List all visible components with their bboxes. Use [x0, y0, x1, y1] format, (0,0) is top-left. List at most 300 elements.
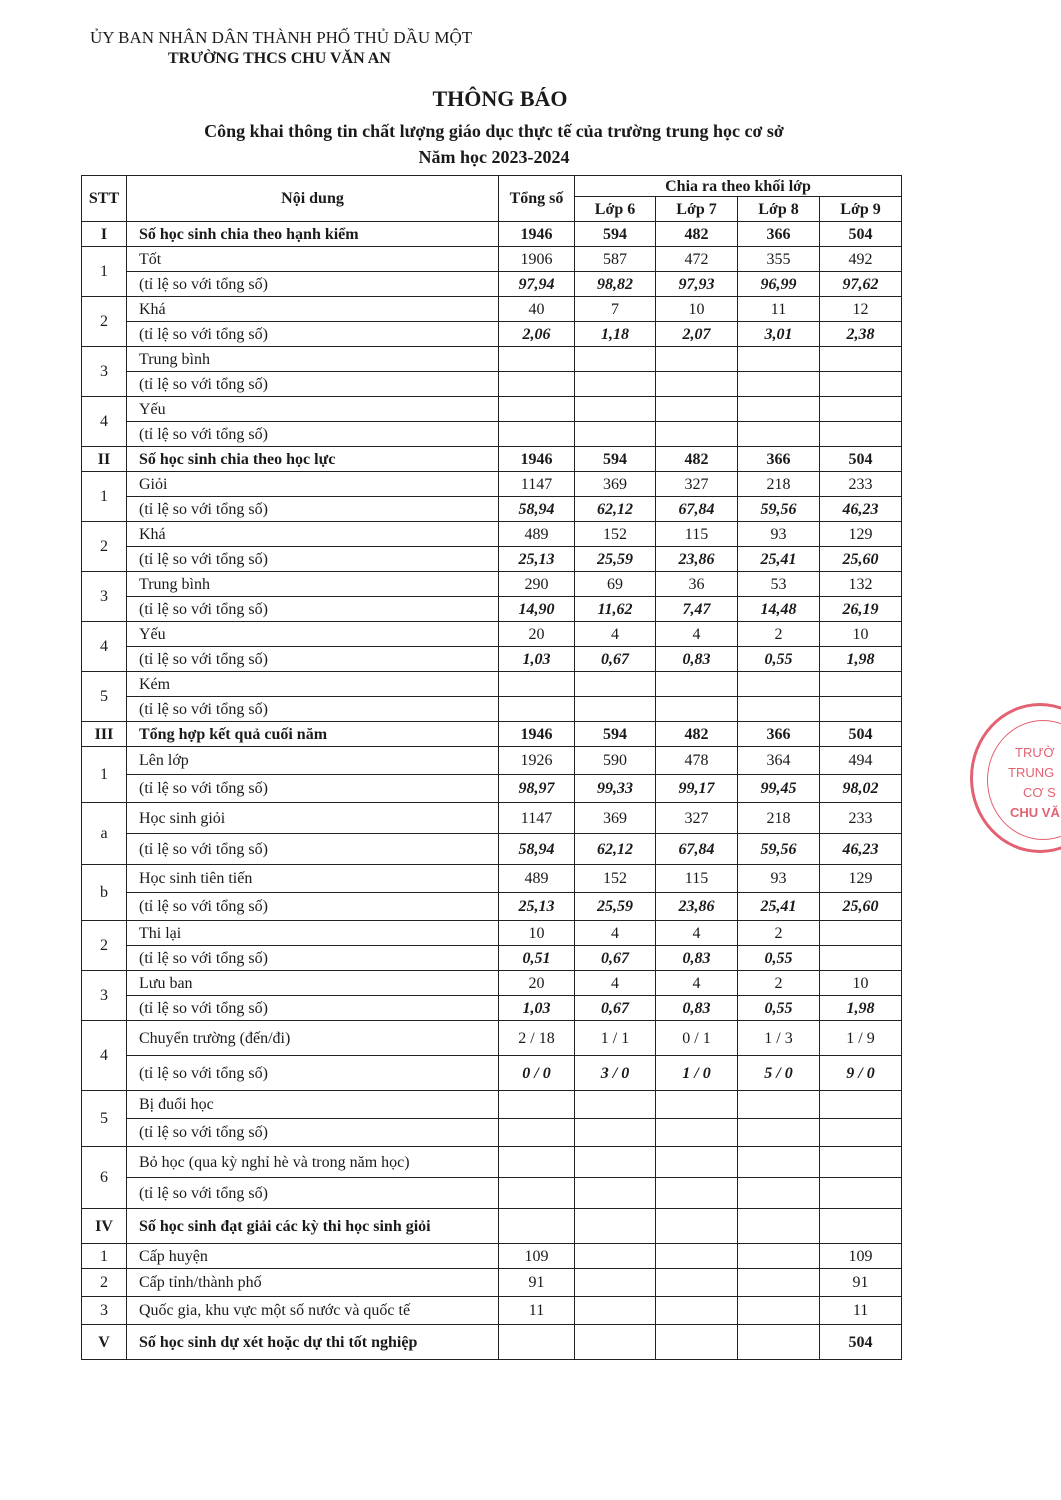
row-stt: 3 — [82, 347, 127, 397]
table-row — [82, 1147, 902, 1178]
table-row — [82, 1021, 902, 1056]
ratio-label: (tỉ lệ so với tổng số) — [127, 834, 499, 865]
ratio-cell: 97,94 — [499, 272, 575, 297]
value-cell: 2 — [738, 971, 820, 996]
value-cell — [575, 1091, 656, 1119]
value-cell: 482 — [656, 722, 738, 747]
seal-text: CƠ S — [1023, 785, 1056, 800]
ratio-cell: 1,03 — [499, 647, 575, 672]
ratio-cell: 97,62 — [820, 272, 902, 297]
value-cell: 10 — [499, 921, 575, 946]
ratio-cell: 1,18 — [575, 322, 656, 347]
value-cell: 369 — [575, 472, 656, 497]
ratio-cell: 25,59 — [575, 547, 656, 572]
ratio-cell: 9 / 0 — [820, 1056, 902, 1091]
table-row — [82, 622, 902, 647]
seal-text: CHU VĂ — [1010, 805, 1060, 820]
value-cell: 20 — [499, 622, 575, 647]
value-cell: 36 — [656, 572, 738, 597]
row-label: Số học sinh dự xét hoặc dự thi tốt nghiệp — [127, 1325, 499, 1360]
header-grade-group: Chia ra theo khối lớp — [575, 176, 902, 197]
value-cell: 129 — [820, 865, 902, 893]
value-cell — [656, 1325, 738, 1360]
value-cell: 218 — [738, 472, 820, 497]
value-cell — [499, 1325, 575, 1360]
value-cell: 494 — [820, 747, 902, 775]
ratio-cell: 5 / 0 — [738, 1056, 820, 1091]
value-cell — [575, 672, 656, 697]
value-cell: 11 — [820, 1297, 902, 1325]
row-stt: 1 — [82, 247, 127, 297]
header-total: Tổng số — [499, 176, 575, 222]
ratio-row — [82, 1119, 902, 1147]
ratio-cell: 99,33 — [575, 775, 656, 803]
value-cell: 152 — [575, 522, 656, 547]
school-name: TRƯỜNG THCS CHU VĂN AN — [168, 50, 391, 67]
value-cell: 590 — [575, 747, 656, 775]
row-label: Số học sinh chia theo hạnh kiểm — [127, 222, 499, 247]
value-cell: 492 — [820, 247, 902, 272]
row-stt: 4 — [82, 1021, 127, 1091]
ratio-label: (tỉ lệ so với tổng số) — [127, 647, 499, 672]
row-stt: a — [82, 803, 127, 865]
section-row — [82, 1325, 902, 1360]
value-cell — [575, 1269, 656, 1297]
ratio-cell: 59,56 — [738, 497, 820, 522]
value-cell — [820, 921, 902, 946]
document-title: THÔNG BÁO — [432, 86, 568, 111]
ratio-cell — [820, 422, 902, 447]
value-cell: 366 — [738, 222, 820, 247]
ratio-cell: 3,01 — [738, 322, 820, 347]
value-cell: 327 — [656, 472, 738, 497]
row-label: Yếu — [127, 397, 499, 422]
school-year: Năm học 2023-2024 — [418, 147, 570, 167]
row-stt: II — [82, 447, 127, 472]
row-label: Tốt — [127, 247, 499, 272]
table-body — [82, 222, 902, 1360]
ratio-label: (tỉ lệ so với tổng số) — [127, 322, 499, 347]
ratio-cell: 2,07 — [656, 322, 738, 347]
row-label: Khá — [127, 522, 499, 547]
ratio-row — [82, 1178, 902, 1209]
value-cell: 109 — [499, 1244, 575, 1269]
value-cell: 69 — [575, 572, 656, 597]
section-row — [82, 222, 902, 247]
ratio-cell: 23,86 — [656, 893, 738, 921]
value-cell — [575, 1297, 656, 1325]
value-cell — [499, 1209, 575, 1244]
row-stt: 3 — [82, 572, 127, 622]
row-label: Bị đuổi học — [127, 1091, 499, 1119]
row-stt: 1 — [82, 472, 127, 522]
row-stt: 5 — [82, 672, 127, 722]
table-row — [82, 1269, 902, 1297]
value-cell — [656, 1297, 738, 1325]
ratio-row — [82, 597, 902, 622]
ratio-cell: 0,83 — [656, 647, 738, 672]
value-cell: 7 — [575, 297, 656, 322]
value-cell: 10 — [656, 297, 738, 322]
value-cell: 10 — [820, 622, 902, 647]
ratio-cell: 46,23 — [820, 497, 902, 522]
row-label: Quốc gia, khu vực một số nước và quốc tế — [127, 1297, 499, 1325]
row-label: Yếu — [127, 622, 499, 647]
ratio-cell — [656, 697, 738, 722]
value-cell — [575, 347, 656, 372]
value-cell — [738, 1269, 820, 1297]
ratio-cell — [820, 946, 902, 971]
ratio-row — [82, 834, 902, 865]
ratio-cell: 0,67 — [575, 647, 656, 672]
value-cell — [738, 672, 820, 697]
ratio-cell: 3 / 0 — [575, 1056, 656, 1091]
header-stt: STT — [82, 176, 127, 222]
ratio-row — [82, 372, 902, 397]
ratio-cell: 0,83 — [656, 946, 738, 971]
ratio-cell — [499, 422, 575, 447]
value-cell: 594 — [575, 222, 656, 247]
value-cell — [656, 347, 738, 372]
table-row — [82, 472, 902, 497]
row-label: Học sinh tiên tiến — [127, 865, 499, 893]
ratio-cell: 2,38 — [820, 322, 902, 347]
ratio-cell: 25,13 — [499, 547, 575, 572]
ratio-row — [82, 697, 902, 722]
ratio-cell: 23,86 — [656, 547, 738, 572]
value-cell: 1147 — [499, 472, 575, 497]
ratio-cell: 1 / 0 — [656, 1056, 738, 1091]
ratio-cell: 7,47 — [656, 597, 738, 622]
header-grade-7: Lớp 7 — [656, 197, 738, 222]
value-cell — [656, 1269, 738, 1297]
value-cell: 482 — [656, 222, 738, 247]
value-cell: 478 — [656, 747, 738, 775]
ratio-cell: 0,55 — [738, 647, 820, 672]
value-cell: 40 — [499, 297, 575, 322]
ratio-cell: 67,84 — [656, 834, 738, 865]
value-cell: 504 — [820, 722, 902, 747]
ratio-cell: 98,82 — [575, 272, 656, 297]
table-row — [82, 971, 902, 996]
ratio-row — [82, 547, 902, 572]
value-cell — [738, 1209, 820, 1244]
ratio-cell: 97,93 — [656, 272, 738, 297]
value-cell: 1 / 3 — [738, 1021, 820, 1056]
value-cell — [575, 1244, 656, 1269]
value-cell — [499, 347, 575, 372]
ratio-row — [82, 272, 902, 297]
value-cell: 489 — [499, 865, 575, 893]
value-cell — [738, 1147, 820, 1178]
row-label: Bỏ học (qua kỳ nghỉ hè và trong năm học) — [127, 1147, 499, 1178]
value-cell — [575, 1209, 656, 1244]
value-cell: 4 — [656, 921, 738, 946]
ratio-label: (tỉ lệ so với tổng số) — [127, 422, 499, 447]
value-cell: 93 — [738, 522, 820, 547]
value-cell — [656, 1209, 738, 1244]
ratio-cell — [820, 697, 902, 722]
value-cell: 2 — [738, 921, 820, 946]
value-cell: 587 — [575, 247, 656, 272]
value-cell: 91 — [820, 1269, 902, 1297]
value-cell: 129 — [820, 522, 902, 547]
value-cell: 0 / 1 — [656, 1021, 738, 1056]
value-cell: 11 — [738, 297, 820, 322]
value-cell: 1147 — [499, 803, 575, 834]
value-cell: 4 — [575, 971, 656, 996]
ratio-label: (tỉ lệ so với tổng số) — [127, 372, 499, 397]
ratio-cell: 0,67 — [575, 946, 656, 971]
ratio-cell — [738, 697, 820, 722]
ratio-cell: 2,06 — [499, 322, 575, 347]
ratio-cell: 99,45 — [738, 775, 820, 803]
row-stt: 3 — [82, 971, 127, 1021]
ratio-row — [82, 322, 902, 347]
table-row — [82, 297, 902, 322]
ratio-cell — [499, 1119, 575, 1147]
seal-text: TRƯỜ — [1015, 745, 1055, 760]
value-cell — [575, 397, 656, 422]
value-cell: 2 — [738, 622, 820, 647]
ratio-cell — [656, 1119, 738, 1147]
row-stt: 2 — [82, 921, 127, 971]
row-stt: V — [82, 1325, 127, 1360]
value-cell: 4 — [575, 622, 656, 647]
value-cell — [499, 672, 575, 697]
ratio-label: (tỉ lệ so với tổng số) — [127, 597, 499, 622]
table-row — [82, 672, 902, 697]
value-cell: 2 / 18 — [499, 1021, 575, 1056]
row-label: Học sinh giỏi — [127, 803, 499, 834]
ratio-cell: 46,23 — [820, 834, 902, 865]
value-cell — [820, 1147, 902, 1178]
value-cell: 366 — [738, 447, 820, 472]
table-header-row — [82, 176, 902, 197]
table-row — [82, 1244, 902, 1269]
ratio-cell: 99,17 — [656, 775, 738, 803]
value-cell — [738, 347, 820, 372]
ratio-cell: 14,90 — [499, 597, 575, 622]
table-row — [82, 397, 902, 422]
value-cell: 327 — [656, 803, 738, 834]
ratio-cell: 62,12 — [575, 834, 656, 865]
value-cell — [656, 397, 738, 422]
value-cell: 504 — [820, 447, 902, 472]
table-row — [82, 1297, 902, 1325]
ratio-label: (tỉ lệ so với tổng số) — [127, 497, 499, 522]
ratio-cell: 14,48 — [738, 597, 820, 622]
ratio-row — [82, 647, 902, 672]
ratio-cell — [499, 697, 575, 722]
row-stt: 2 — [82, 522, 127, 572]
value-cell: 504 — [820, 222, 902, 247]
value-cell: 594 — [575, 722, 656, 747]
value-cell — [820, 672, 902, 697]
value-cell: 594 — [575, 447, 656, 472]
ratio-cell: 26,19 — [820, 597, 902, 622]
table-row — [82, 247, 902, 272]
ratio-label: (tỉ lệ so với tổng số) — [127, 1119, 499, 1147]
ratio-label: (tỉ lệ so với tổng số) — [127, 893, 499, 921]
value-cell: 1946 — [499, 722, 575, 747]
value-cell: 233 — [820, 472, 902, 497]
ratio-cell: 98,02 — [820, 775, 902, 803]
quality-report-table — [81, 175, 902, 1360]
value-cell: 1 / 9 — [820, 1021, 902, 1056]
value-cell: 93 — [738, 865, 820, 893]
value-cell — [656, 1147, 738, 1178]
ratio-cell — [656, 1178, 738, 1209]
value-cell — [738, 1325, 820, 1360]
value-cell: 20 — [499, 971, 575, 996]
value-cell: 11 — [499, 1297, 575, 1325]
value-cell: 4 — [575, 921, 656, 946]
value-cell: 1926 — [499, 747, 575, 775]
row-stt: 5 — [82, 1091, 127, 1147]
table-row — [82, 865, 902, 893]
value-cell: 364 — [738, 747, 820, 775]
ratio-cell: 0 / 0 — [499, 1056, 575, 1091]
ratio-cell — [656, 422, 738, 447]
row-label: Trung bình — [127, 347, 499, 372]
header-content: Nội dung — [127, 176, 499, 222]
row-label: Kém — [127, 672, 499, 697]
value-cell: 4 — [656, 971, 738, 996]
value-cell: 1946 — [499, 222, 575, 247]
ratio-cell — [738, 1119, 820, 1147]
ratio-label: (tỉ lệ so với tổng số) — [127, 946, 499, 971]
value-cell — [499, 1147, 575, 1178]
ratio-row — [82, 996, 902, 1021]
value-cell — [656, 1091, 738, 1119]
row-label: Giỏi — [127, 472, 499, 497]
table-row — [82, 921, 902, 946]
row-stt: III — [82, 722, 127, 747]
ratio-row — [82, 497, 902, 522]
value-cell: 218 — [738, 803, 820, 834]
value-cell: 355 — [738, 247, 820, 272]
ratio-cell: 1,98 — [820, 996, 902, 1021]
row-stt: 4 — [82, 397, 127, 447]
value-cell — [738, 1297, 820, 1325]
ratio-label: (tỉ lệ so với tổng số) — [127, 775, 499, 803]
value-cell: 132 — [820, 572, 902, 597]
ratio-label: (tỉ lệ so với tổng số) — [127, 272, 499, 297]
ratio-cell: 25,60 — [820, 893, 902, 921]
ratio-row — [82, 946, 902, 971]
value-cell: 115 — [656, 865, 738, 893]
value-cell: 12 — [820, 297, 902, 322]
value-cell: 290 — [499, 572, 575, 597]
row-stt: 2 — [82, 1269, 127, 1297]
row-stt: 4 — [82, 622, 127, 672]
ratio-cell — [820, 1178, 902, 1209]
ratio-cell: 98,97 — [499, 775, 575, 803]
row-stt: 1 — [82, 747, 127, 803]
table-row — [82, 522, 902, 547]
table-row — [82, 803, 902, 834]
value-cell — [820, 1091, 902, 1119]
value-cell: 366 — [738, 722, 820, 747]
ratio-cell: 1,98 — [820, 647, 902, 672]
value-cell — [820, 397, 902, 422]
table-row — [82, 1091, 902, 1119]
ratio-cell — [738, 1178, 820, 1209]
value-cell — [575, 1147, 656, 1178]
value-cell: 1 / 1 — [575, 1021, 656, 1056]
ratio-cell: 25,59 — [575, 893, 656, 921]
ratio-cell — [575, 372, 656, 397]
ratio-cell: 0,83 — [656, 996, 738, 1021]
value-cell: 369 — [575, 803, 656, 834]
ratio-row — [82, 775, 902, 803]
value-cell: 482 — [656, 447, 738, 472]
section-row — [82, 1209, 902, 1244]
row-label: Cấp tỉnh/thành phố — [127, 1269, 499, 1297]
ratio-cell: 0,51 — [499, 946, 575, 971]
ratio-cell: 62,12 — [575, 497, 656, 522]
value-cell — [738, 397, 820, 422]
ratio-cell: 25,13 — [499, 893, 575, 921]
document-subtitle: Công khai thông tin chất lượng giáo dục thực tế của trường trung học cơ sở — [204, 121, 784, 141]
value-cell: 53 — [738, 572, 820, 597]
value-cell — [499, 397, 575, 422]
value-cell — [820, 347, 902, 372]
ratio-cell — [575, 1178, 656, 1209]
ratio-cell: 96,99 — [738, 272, 820, 297]
ratio-label: (tỉ lệ so với tổng số) — [127, 1056, 499, 1091]
value-cell — [656, 672, 738, 697]
ratio-cell: 25,41 — [738, 547, 820, 572]
ratio-cell — [499, 372, 575, 397]
ratio-cell — [738, 422, 820, 447]
ratio-label: (tỉ lệ so với tổng số) — [127, 547, 499, 572]
row-label: Trung bình — [127, 572, 499, 597]
ratio-cell: 0,67 — [575, 996, 656, 1021]
row-stt: 6 — [82, 1147, 127, 1209]
section-row — [82, 447, 902, 472]
value-cell: 1906 — [499, 247, 575, 272]
ratio-cell — [820, 372, 902, 397]
header-grade-6: Lớp 6 — [575, 197, 656, 222]
value-cell: 1946 — [499, 447, 575, 472]
header-grade-8: Lớp 8 — [738, 197, 820, 222]
ratio-cell: 25,60 — [820, 547, 902, 572]
row-label: Lưu ban — [127, 971, 499, 996]
value-cell: 489 — [499, 522, 575, 547]
value-cell: 10 — [820, 971, 902, 996]
ratio-row — [82, 422, 902, 447]
seal-text: TRUNG — [1008, 765, 1055, 780]
ratio-cell — [738, 372, 820, 397]
ratio-cell: 25,41 — [738, 893, 820, 921]
ratio-cell — [656, 372, 738, 397]
ratio-cell: 1,03 — [499, 996, 575, 1021]
value-cell — [656, 1244, 738, 1269]
row-label: Chuyển trường (đến/đi) — [127, 1021, 499, 1056]
row-label: Lên lớp — [127, 747, 499, 775]
row-label: Số học sinh đạt giải các kỳ thi học sinh giỏi — [127, 1209, 499, 1244]
value-cell: 472 — [656, 247, 738, 272]
ratio-label: (tỉ lệ so với tổng số) — [127, 996, 499, 1021]
row-label: Cấp huyện — [127, 1244, 499, 1269]
row-stt: 1 — [82, 1244, 127, 1269]
ratio-cell — [575, 422, 656, 447]
value-cell — [738, 1091, 820, 1119]
value-cell: 4 — [656, 622, 738, 647]
value-cell: 233 — [820, 803, 902, 834]
